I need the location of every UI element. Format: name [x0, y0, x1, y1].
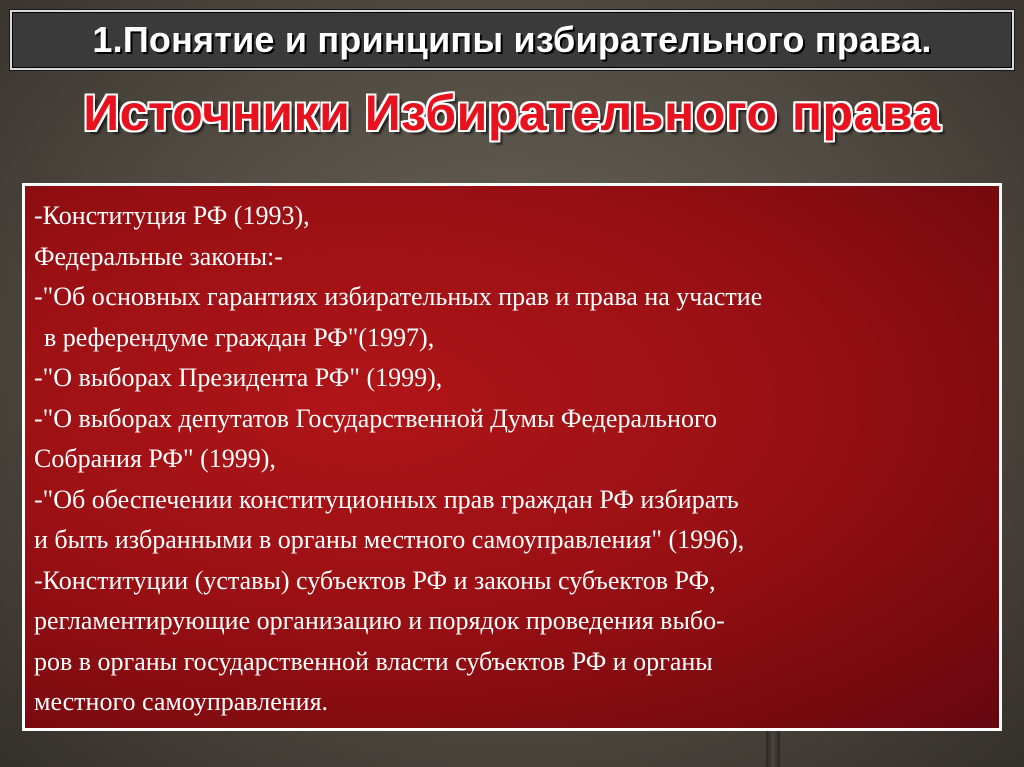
slide-subtitle: Источники Избирательного права: [83, 85, 941, 141]
list-item: местного самоуправления.: [34, 687, 329, 716]
sources-list: [34, 196, 762, 723]
list-item: ров в органы государственной власти субъектов РФ и органы: [34, 646, 713, 676]
decorative-pillar: [766, 731, 780, 767]
list-item: Федеральные законы:-: [34, 241, 283, 271]
slide-title-bar: [10, 10, 1014, 70]
list-item: -"Об обеспечении конституционных прав граждан РФ избирать: [34, 484, 739, 514]
list-item: -Конституция РФ (1993),: [34, 201, 310, 230]
list-item: в референдуме граждан РФ"(1997),: [44, 322, 435, 352]
list-item: регламентирующие организацию и порядок проведения выбо-: [34, 606, 725, 635]
content-box: [22, 183, 1002, 731]
slide-title: 1.Понятие и принципы избирательного права.: [92, 19, 932, 60]
list-item: -"Об основных гарантиях избирательных прав и права на участие: [34, 282, 763, 311]
list-item: и быть избранными в органы местного самоуправления" (1996),: [34, 525, 745, 554]
list-item: -"О выборах депутатов Государственной Думы Федерального: [34, 403, 717, 433]
list-item: -"О выборах Президента РФ" (1999),: [34, 363, 443, 392]
list-item: Собрания РФ" (1999),: [34, 444, 276, 473]
list-item: -Конституции (уставы) субъектов РФ и законы субъектов РФ,: [34, 565, 716, 595]
